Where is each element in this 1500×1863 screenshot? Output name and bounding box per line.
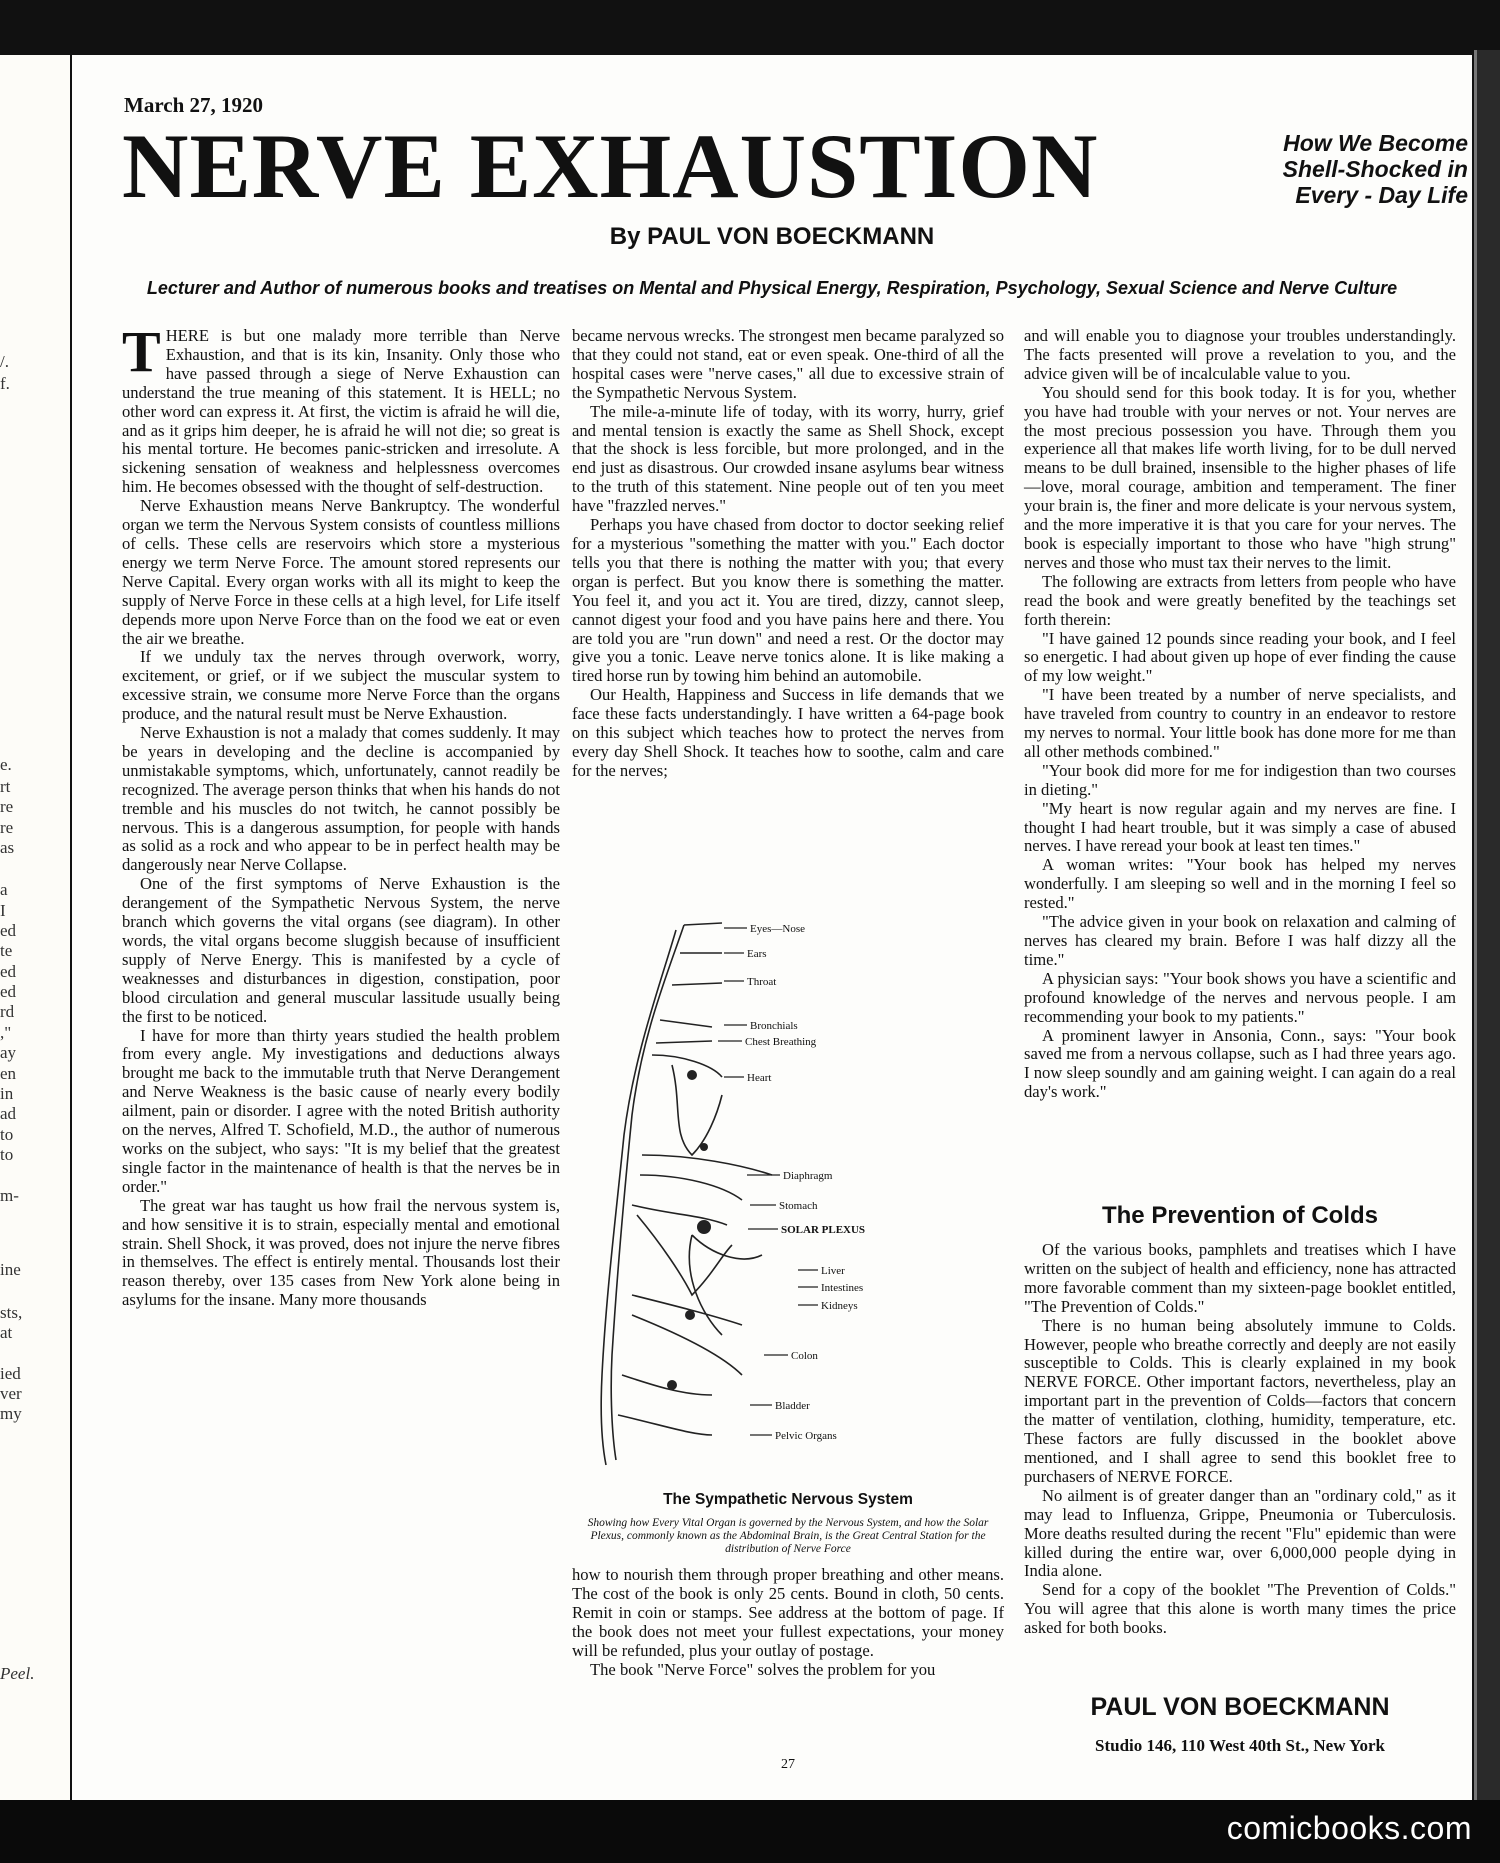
diagram-label: Bladder <box>775 1400 810 1412</box>
testimonial: "The advice given in your book on relaxation and calming of nerves has cleared my brain. Before I was half dizzy all the time." <box>1024 912 1456 969</box>
paragraph: If we unduly tax the nerves through overwork, worry, excitement, or grief, or if we subject the muscular system to excessive strain, we consume more Nerve Force than the organs produce, and the natural result must be Nerve Exhaustion. <box>122 647 560 724</box>
paragraph: Send for a copy of the booklet "The Prevention of Colds." You will agree that this alone is worth many times the price asked for both books. <box>1024 1580 1456 1638</box>
advertiser-name: PAUL VON BOECKMANN <box>1090 1693 1390 1721</box>
paragraph: There is no human being absolutely immune to Colds. However, people who breathe correctly and deeply are not easily susceptible to Colds. This is clearly explained in my book NERVE FORCE. Other important factors, nevertheless, play an important part in the prevention of Colds—factors that concern the matter of ventilation, clothing, humidity, temperature, etc. These factors are fully discussed in the booklet above mentioned, and I shall agree to send this booklet free to purchasers of NERVE FORCE. <box>1024 1315 1456 1486</box>
previous-page-fragment: re <box>0 818 14 837</box>
diagram-label: Eyes—Nose <box>750 923 805 935</box>
paragraph: No ailment is of greater danger than an "ordinary cold," as it may lead to Influenza, Grippe, Pneumonia or Tuberculosis. More deaths resulted during the recent "Flu" epidemic than were killed during the entire war, over 6,000,000 people dying in India alone. <box>1024 1485 1456 1581</box>
previous-page-fragment: I <box>0 901 6 920</box>
column-2 <box>572 327 1004 781</box>
diagram-label: Liver <box>821 1265 845 1277</box>
previous-page-fragment: ed <box>0 982 17 1001</box>
diagram-label: Heart <box>747 1072 772 1084</box>
paragraph: One of the first symptoms of Nerve Exhaustion is the derangement of the Sympathetic Nervous System, the nerve branch which governs the vital organs (see diagram). In other words, the vital organs become sluggish because of insufficient supply of Nerve Energy. This is manifested by a cycle of weaknesses and disturbances in digestion, constipation, poor blood circulation and general muscular lassitude usually being the first to be noticed. <box>122 874 560 1026</box>
drop-cap: T <box>122 319 161 384</box>
previous-page-fragment: at <box>0 1323 13 1342</box>
testimonial: "I have been treated by a number of nerve specialists, and have traveled from country to country in an endeavor to restore my nerves to normal. Your little book has done more for me than all other methods combined." <box>1024 685 1456 761</box>
paragraph: You should send for this book today. It is for you, whether you have had trouble with your nerves or not. Your nerves are the most precious possession you have. Through them you experience all that makes life worth living, for to be dull nerved means to be dull brained, insensible to the higher phases of life—love, moral courage, ambition and temperament. The finer your brain is, the finer and more delicate is your nervous system, and the more imperative it is that you care for your nerves. The book is especially important to those who have "high strung" nerves and those who must tax their nerves to the limit. <box>1024 382 1456 572</box>
column-1 <box>122 319 560 1310</box>
paragraph: Of the various books, pamphlets and treatises which I have written on the subject of health and efficiency, none has attracted more favorable comment than my sixteen-page booklet entitled, "The Prevention of Colds." <box>1024 1240 1456 1316</box>
previous-page-fragment: ine <box>0 1260 21 1279</box>
diagram-label: Stomach <box>779 1200 818 1212</box>
paragraph: THERE is but one malady more terrible than Nerve Exhaustion, and that is its kin, Insanity. Only those who have passed through a siege of Nerve Exhaustion can understand the true meaning of this statement. It is HELL; no other word can express it. At first, the victim is afraid he will die, and as it grips him deeper, he is afraid he will not die; so great is his mental torture. He becomes panic-stricken and irresolute. A sickening sensation of weakness and helplessness overcomes him. He becomes obsessed with the thought of self-destruction. <box>122 319 560 497</box>
issue-date: March 27, 1920 <box>124 93 264 117</box>
subhead <box>1238 130 1468 208</box>
page-number: 27 <box>781 1757 795 1772</box>
diagram-label: SOLAR PLEXUS <box>781 1224 866 1236</box>
previous-page-fragment: ied <box>0 1364 21 1383</box>
previous-page-fragment: a <box>0 880 8 899</box>
page-stack-edge <box>1474 50 1500 1810</box>
paragraph: The great war has taught us how frail the nervous system is, and how sensitive it is to strain, especially mental and emotional strain. Shell Shock, it was proved, does not injure the nerve fibres in themselves. The effect is entirely mental. Thousands lost their reason thereby, over 135 cases from New York alone being in asylums for the insane. Many more thousands <box>122 1195 560 1310</box>
previous-page-fragment: ad <box>0 1104 17 1123</box>
previous-page-fragment: rd <box>0 1002 15 1021</box>
previous-page-fragment: my <box>0 1404 22 1423</box>
advertiser-address: Studio 146, 110 West 40th St., New York <box>1095 1736 1385 1755</box>
previous-page-fragment: ," <box>0 1023 12 1042</box>
previous-page-fragment: to <box>0 1145 14 1164</box>
diagram-label: Throat <box>747 976 777 988</box>
diagram-subcaption: Showing how Every Vital Organ is governed by the Nervous System, and how the Solar Plexus, commonly known as the Abdominal Brain, is the Great Central Station for the distribution of Nerve Force <box>587 1517 989 1555</box>
previous-page-fragment: f. <box>0 374 10 393</box>
section-heading-prevention-of-colds: The Prevention of Colds <box>1101 1202 1379 1229</box>
previous-page-fragment: ver <box>0 1384 22 1403</box>
testimonial: A physician says: "Your book shows you have a scientific and profound knowledge of the nerves and nervous people. I am recommending your book to my patients." <box>1024 968 1456 1026</box>
author-credential: Lecturer and Author of numerous books and treatises on Mental and Physical Energy, Respiration, Psychology, Sexual Science and Nerve Culture <box>146 278 1398 298</box>
testimonial: A prominent lawyer in Ansonia, Conn., says: "Your book saved me from a nervous collapse, such as I had three years ago. I now sleep soundly and am gaining weight. I can again do a real day's work." <box>1024 1025 1456 1102</box>
paragraph: The mile-a-minute life of today, with its worry, hurry, grief and mental tension is exactly the same as Shell Shock, except that the shock is less forcible, but more prolonged, and in the end just as disastrous. Our crowded insane asylums bear witness to the truth of this statement. Nine people out of ten you meet have "frazzled nerves." <box>572 401 1004 516</box>
column-3 <box>1024 327 1456 1102</box>
paragraph: Our Health, Happiness and Success in life demands that we face these facts understandingly. I have written a 64-page book on this subject which teaches how to protect the nerves from every day Shell Shock. It teaches how to soothe, calm and care for the nerves; <box>572 685 1004 780</box>
paragraph: The following are extracts from letters from people who have read the book and were greatly benefited by the teachings set forth therein: <box>1024 571 1456 629</box>
paragraph: Nerve Exhaustion means Nerve Bankruptcy. The wonderful organ we term the Nervous System consists of countless millions of cells. These cells are reservoirs which store a mysterious energy we term Nerve Force. The amount stored represents our Nerve Capital. Every organ works with all its might to keep the supply of Nerve Force in these cells at a high level, for Life itself depends more upon Nerve Force than on the food we eat or even the air we breathe. <box>122 496 560 648</box>
previous-page-fragment: en <box>0 1064 17 1083</box>
testimonial: "I have gained 12 pounds since reading your book, and I feel so energetic. I had about given up hope of ever finding the cause of my low weight." <box>1024 628 1456 686</box>
previous-page-fragment: m- <box>0 1186 19 1205</box>
previous-page-fragment: /. <box>0 352 9 371</box>
site-watermark: comicbooks.com <box>1226 1810 1472 1846</box>
testimonial: A woman writes: "Your book has helped my nerves wonderfully. I am sleeping so well and in the morning I feel so rested." <box>1024 855 1456 913</box>
previous-page-fragment: ed <box>0 962 17 981</box>
subhead-line: Every - Day Life <box>1295 182 1468 208</box>
paragraph: I have for more than thirty years studied the health problem from every angle. My investigations and deductions always brought me back to the immutable truth that Nerve Derangement and Nerve Weakness is the basic cause of nearly every bodily ailment, pain or disorder. I agree with the noted British authority on the nerves, Alfred T. Schofield, M.D., the author of numerous works on the subject, who says: "It is my belief that the greatest single factor in the maintenance of health is that the nerves be in order." <box>122 1025 560 1196</box>
paragraph: how to nourish them through proper breathing and other means. The cost of the book is only 25 cents. Bound in cloth, 50 cents. Remit in coin or stamps. See address at the bottom of page. If the book does not meet your fullest expectations, your money will be refunded, plus your outlay of postage. <box>572 1565 1004 1660</box>
column-2-continued <box>572 1566 1004 1679</box>
prevention-section <box>1024 1241 1456 1638</box>
diagram-caption: The Sympathetic Nervous System <box>663 1491 913 1508</box>
headline: NERVE EXHAUSTION <box>122 115 1099 217</box>
testimonial: "My heart is now regular again and my nerves are fine. I thought I had heart trouble, but it was simply a case of abused nerves. I have reread your book at least ten times." <box>1024 798 1456 856</box>
previous-page-fragment: ed <box>0 921 17 940</box>
byline: By PAUL VON BOECKMANN <box>609 223 935 250</box>
diagram-label: Bronchials <box>750 1020 798 1032</box>
previous-page-fragment: in <box>0 1084 14 1103</box>
paragraph: Nerve Exhaustion is not a malady that comes suddenly. It may be years in developing and the decline is accompanied by unmistakable symptoms, which, unfortunately, cannot readily be recognized. The average person thinks that when his hands do not tremble and his muscles do not twitch, he cannot possibly be nervous. This is a dangerous assumption, for people with hands as solid as a rock and who appear to be in perfect health may be dangerously near Nerve Collapse. <box>122 723 560 875</box>
diagram-label: Ears <box>747 948 767 960</box>
diagram-label: Colon <box>791 1350 818 1362</box>
subhead-line: Shell-Shocked in <box>1282 156 1468 182</box>
subhead-line: How We Become <box>1283 130 1468 156</box>
previous-page-fragment: to <box>0 1125 14 1144</box>
magazine-page <box>72 55 1472 1800</box>
paragraph: and will enable you to diagnose your troubles understandingly. The facts presented will prove a revelation to you, and the advice given will be of incalculable value to you. <box>1024 326 1456 383</box>
diagram-label: Intestines <box>821 1282 864 1294</box>
diagram-label: Kidneys <box>821 1300 858 1312</box>
testimonial: "Your book did more for me for indigestion than two courses in dieting." <box>1024 760 1456 799</box>
previous-page-fragment: ay <box>0 1043 17 1062</box>
diagram-label: Diaphragm <box>783 1170 833 1182</box>
previous-page-fragment: e. <box>0 755 12 774</box>
diagram-label: Pelvic Organs <box>775 1430 837 1442</box>
previous-page-fragment: Peel. <box>0 1664 35 1683</box>
previous-page-fragment: rt <box>0 777 11 796</box>
paragraph: The book "Nerve Force" solves the problem for you <box>590 1659 936 1679</box>
previous-page-fragment: te <box>0 941 13 960</box>
sympathetic-nervous-system-diagram <box>572 915 1004 1475</box>
previous-page-fragment: as <box>0 838 15 857</box>
paragraph: Perhaps you have chased from doctor to doctor seeking relief for a mysterious "something the matter with you." Each doctor tells you that there is nothing the matter with you; that every organ is perfect. But you know there is something the matter. You feel it, and you act it. You are tired, dizzy, cannot sleep, cannot digest your food and you have pains here and there. You are told you are "run down" and need a rest. Or the doctor may give you a tonic. Leave nerve tonics alone. It is like making a tired horse run by towing him behind an automobile. <box>572 515 1004 686</box>
previous-page-fragment: sts, <box>0 1303 23 1322</box>
diagram-label: Chest Breathing <box>745 1036 817 1048</box>
previous-page-edge <box>0 55 70 1800</box>
previous-page-fragment: re <box>0 797 14 816</box>
paragraph: became nervous wrecks. The strongest men became paralyzed so that they could not stand, eat or even speak. One-third of all the hospital cases were "nerve cases," all due to excessive strain of the Sympathetic Nervous System. <box>572 326 1004 402</box>
